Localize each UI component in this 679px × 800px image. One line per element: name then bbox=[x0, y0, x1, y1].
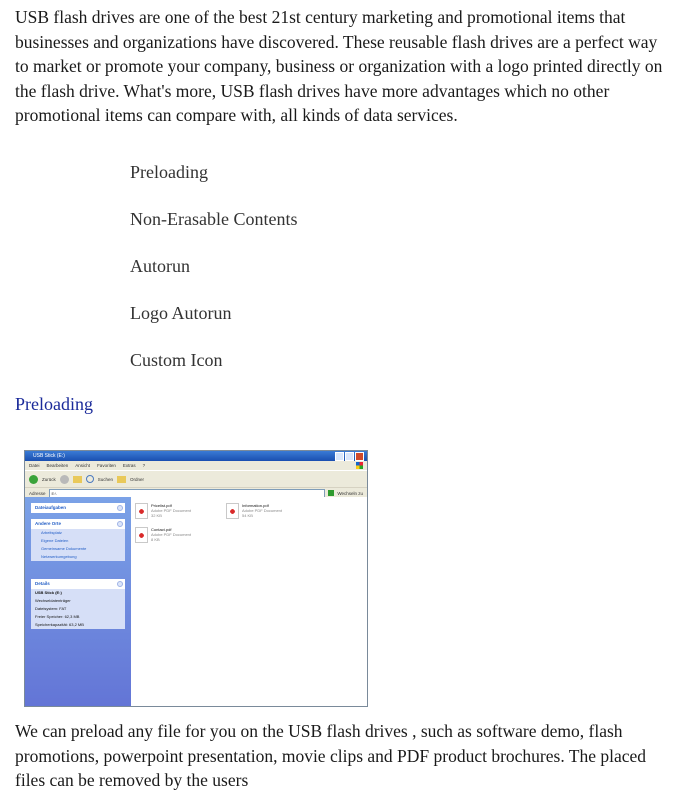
other-places-panel bbox=[31, 519, 125, 561]
preloading-description: We can preload any file for you on the USB flash drives , such as software demo, flash promotions, powerpoint presentation, movie clips and PDF product brochures. The placed files can be removed by the users bbox=[15, 721, 647, 790]
chevron-up-icon bbox=[117, 521, 123, 527]
folders-label: Ordner bbox=[130, 476, 145, 482]
chevron-up-icon bbox=[117, 505, 123, 511]
file-size: 32 KB bbox=[151, 513, 162, 518]
file-name: Pricelist.pdf bbox=[151, 503, 172, 508]
file-size: 54 KB bbox=[242, 513, 253, 518]
address-field: E:\ bbox=[49, 489, 326, 498]
folder-tasks-panel bbox=[31, 503, 125, 513]
maximize-icon bbox=[345, 452, 354, 461]
go-label: Wechseln zu bbox=[337, 490, 363, 496]
window-toolbar bbox=[25, 470, 367, 487]
window-controls bbox=[335, 452, 364, 461]
search-label: Suchen bbox=[97, 476, 114, 482]
pdf-file-icon bbox=[135, 503, 148, 519]
menu-item: Bearbeiten bbox=[46, 463, 69, 468]
back-label: Zurück bbox=[42, 476, 56, 482]
folder-up-icon bbox=[73, 476, 82, 483]
window-body bbox=[25, 497, 367, 706]
file-type: Adobe PDF Document bbox=[151, 508, 192, 513]
go-arrow-icon bbox=[328, 490, 334, 496]
file-item bbox=[135, 527, 191, 543]
window-title: USB Stick (E:) bbox=[33, 453, 65, 459]
place-link: Netzwerkumgebung bbox=[41, 554, 77, 559]
address-label: Adresse bbox=[29, 490, 46, 496]
chevron-up-icon bbox=[117, 581, 123, 587]
explorer-screenshot bbox=[24, 450, 368, 707]
details-panel bbox=[31, 579, 125, 629]
feature-item: Custom Icon bbox=[130, 350, 223, 370]
panel-title: Details bbox=[35, 581, 50, 586]
minimize-icon bbox=[335, 452, 344, 461]
details-line: Dateisystem: FAT bbox=[35, 606, 67, 611]
feature-item: Non-Erasable Contents bbox=[130, 209, 298, 229]
search-icon bbox=[86, 475, 94, 483]
feature-item: Autorun bbox=[130, 256, 190, 276]
forward-arrow-icon bbox=[60, 475, 69, 484]
menu-item: Extras bbox=[122, 463, 136, 468]
file-type: Adobe PDF Document bbox=[242, 508, 283, 513]
windows-logo-icon bbox=[356, 462, 363, 469]
pdf-file-icon bbox=[135, 527, 148, 543]
task-pane bbox=[25, 497, 131, 706]
back-arrow-icon bbox=[29, 475, 38, 484]
place-link: Arbeitsplatz bbox=[41, 530, 62, 535]
file-size: 8 KB bbox=[151, 537, 160, 542]
feature-list bbox=[130, 160, 297, 395]
feature-item: Preloading bbox=[130, 162, 208, 182]
folders-icon bbox=[117, 476, 126, 483]
menu-item: Ansicht bbox=[75, 463, 91, 468]
file-item bbox=[135, 503, 191, 519]
close-icon bbox=[355, 452, 364, 461]
file-name: Information.pdf bbox=[242, 503, 269, 508]
intro-paragraph: USB flash drives are one of the best 21st century marketing and promotional items that businesses and organizations have discovered. These reusable flash drives are a perfect way to market or promote your company, business or organization with a logo printed directly on the flash drive. What's more, USB flash drives have more advantages which no other promotional items can compare with, all kinds of data services. bbox=[15, 7, 663, 125]
place-link: Gemeinsame Dokumente bbox=[41, 546, 87, 551]
menu-item: Favoriten bbox=[97, 463, 116, 468]
file-view bbox=[131, 497, 367, 706]
pdf-file-icon bbox=[226, 503, 239, 519]
feature-item: Logo Autorun bbox=[130, 303, 232, 323]
menu-item: Datei bbox=[29, 463, 40, 468]
details-line: Wechseldatenträger bbox=[35, 598, 71, 603]
details-line: Speicherkapazität: 63,2 MB bbox=[35, 622, 84, 627]
window-titlebar bbox=[25, 451, 367, 461]
section-heading: Preloading bbox=[15, 394, 93, 414]
place-link: Eigene Dateien bbox=[41, 538, 69, 543]
panel-title: Dateiaufgaben bbox=[35, 505, 67, 510]
window-menubar bbox=[25, 461, 367, 470]
details-line: Freier Speicher: 62,3 MB bbox=[35, 614, 80, 619]
menu-item: ? bbox=[142, 463, 146, 468]
file-item bbox=[226, 503, 282, 519]
file-name: Contact.pdf bbox=[151, 527, 172, 532]
file-type: Adobe PDF Document bbox=[151, 532, 192, 537]
panel-title: Andere Orte bbox=[35, 521, 62, 526]
details-line: USB Stick (E:) bbox=[35, 590, 62, 595]
